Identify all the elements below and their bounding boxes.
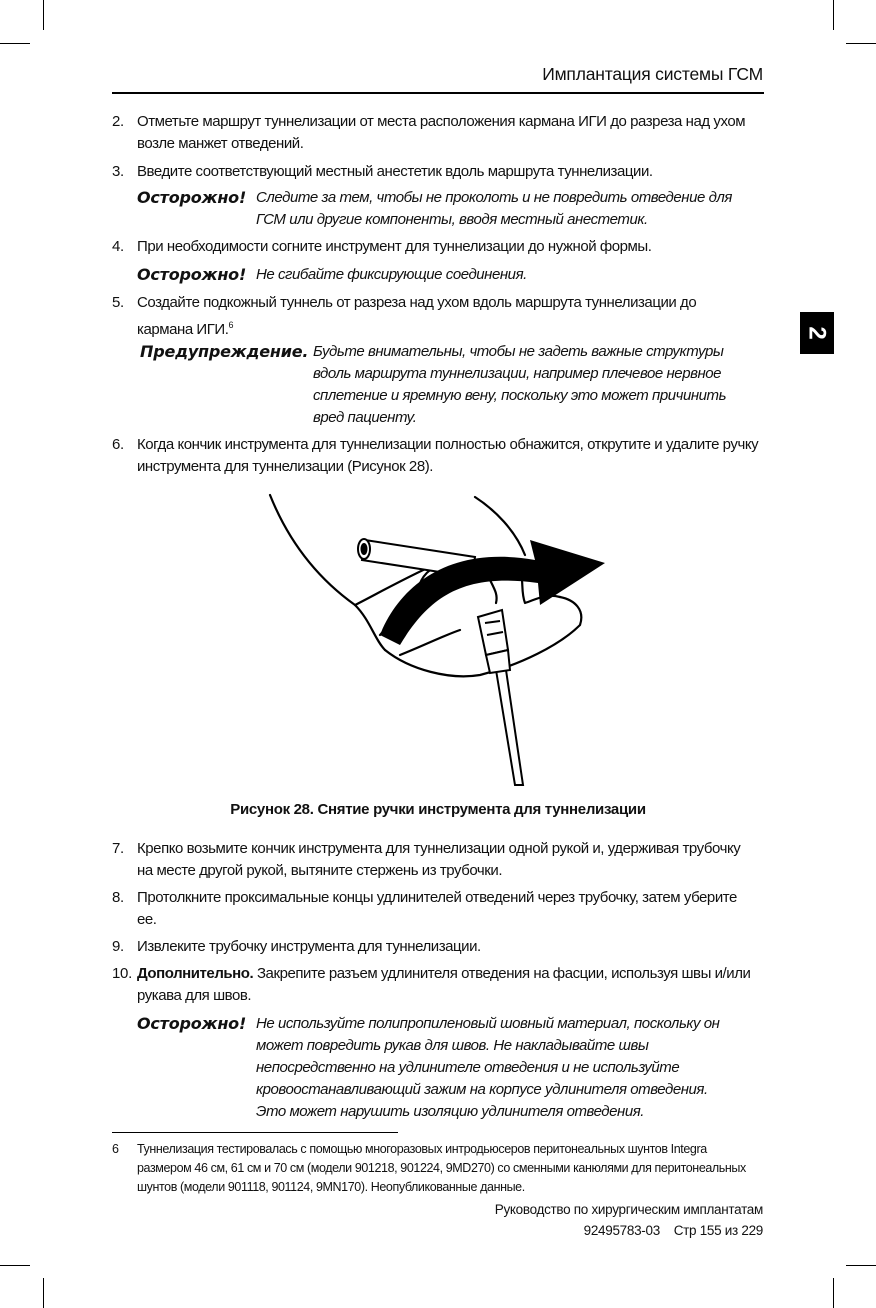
footnote-text: Туннелизация тестировалась с помощью многоразовых интродьюсеров перитонеальных шунтов Integra размером 46 см, 61 см и 70 см (модели 901218, 901224, 9MD270) со сменными канюлями для перитонеальных шунтов (модели 901118, 901124, 9MN170). Неопубликованные данные. (137, 1142, 746, 1194)
step-text: Введите соответствующий местный анестетик вдоль маршрута туннелизации. (137, 163, 653, 180)
footer-page-info (584, 1223, 763, 1238)
tool-shaft (496, 670, 523, 785)
crop-mark (846, 43, 876, 44)
step-text (137, 963, 767, 1007)
crop-mark (43, 0, 44, 30)
crop-mark (0, 1265, 30, 1266)
step-number: 10. (112, 965, 132, 982)
footnote-number: 6 (112, 1142, 119, 1156)
figure-28-illustration (250, 485, 610, 790)
warning-label: Предупреждение. (140, 342, 309, 361)
chapter-tab (800, 312, 834, 354)
caution-label: Осторожно! (137, 188, 247, 207)
hand-outline (475, 497, 525, 555)
step-number: 2. (112, 113, 124, 130)
step-bold-lead: Дополнительно. (137, 965, 254, 982)
caution-text: Следите за тем, чтобы не проколоть и не повредить отведение для ГСМ или другие компоненты, вводя местный анестетик. (256, 189, 732, 228)
step-text: При необходимости согните инструмент для туннелизации до нужной формы. (137, 238, 652, 255)
step-text: Отметьте маршрут туннелизации от места расположения кармана ИГИ до разреза над ухом возле манжет отведений. (137, 113, 746, 152)
step-number: 9. (112, 938, 124, 955)
footer-page-number: Стр 155 из 229 (673, 1223, 763, 1238)
caution-label: Осторожно! (137, 1014, 247, 1033)
hand-outline (270, 495, 385, 650)
step-text-body: Создайте подкожный туннель от разреза над ухом вдоль маршрута туннелизации до кармана ИГИ. (137, 294, 697, 338)
crop-mark (846, 1265, 876, 1266)
caution-text: Не используйте полипропиленовый шовный материал, поскольку он может повредить рукав для швов. Не накладывайте швы непосредственно на удлинителе отведения и не используйте кровоостанавливающий зажим на корпусе удлинителя отведения. Это может нарушить изоляцию удлинителя отведения. (256, 1015, 720, 1120)
step-number: 5. (112, 294, 124, 311)
chapter-tab-label: 2 (803, 326, 831, 340)
step-number: 7. (112, 840, 124, 857)
step-number: 3. (112, 163, 124, 180)
step-number: 8. (112, 889, 124, 906)
caution-label: Осторожно! (137, 265, 247, 284)
crop-mark (833, 1278, 834, 1308)
warning-text: Будьте внимательны, чтобы не задеть важные структуры вдоль маршрута туннелизации, например плечевое нервное сплетение и яремную вену, поскольку это может причинить вред пациенту. (313, 343, 727, 426)
crop-mark (43, 1278, 44, 1308)
footnote-rule (112, 1132, 398, 1133)
tool-tip (486, 650, 510, 673)
tool-tip (478, 610, 508, 655)
step-text: Крепко возьмите кончик инструмента для туннелизации одной рукой и, удерживая трубочку на месте другой рукой, вытяните стержень из трубочки. (137, 840, 741, 879)
footer-doc-number: 92495783-03 (583, 1223, 660, 1238)
step-text: Протолкните проксимальные концы удлинителей отведений через трубочку, затем уберите ее. (137, 889, 737, 928)
hand-outline (400, 630, 460, 655)
figure-caption: Рисунок 28. Снятие ручки инструмента для туннелизации (230, 801, 646, 818)
step-text: Извлеките трубочку инструмента для туннелизации. (137, 938, 481, 955)
page-header-title: Имплантация системы ГСМ (542, 64, 763, 84)
footer-manual-title: Руководство по хирургическим имплантатам (494, 1202, 763, 1217)
step-text-body: Закрепите разъем удлинителя отведения на фасции, используя швы и/или рукава для швов. (137, 965, 751, 1004)
step-text (137, 292, 737, 341)
header-rule (112, 92, 764, 94)
crop-mark (833, 0, 834, 30)
caution-text: Не сгибайте фиксирующие соединения. (256, 266, 527, 283)
step-number: 6. (112, 436, 124, 453)
tube-end-inner (362, 544, 367, 554)
step-number: 4. (112, 238, 124, 255)
step-text: Когда кончик инструмента для туннелизации полностью обнажится, открутите и удалите ручку инструмента для туннелизации (Рисунок 28). (137, 436, 759, 475)
footnote-ref: 6 (228, 320, 234, 330)
crop-mark (0, 43, 30, 44)
